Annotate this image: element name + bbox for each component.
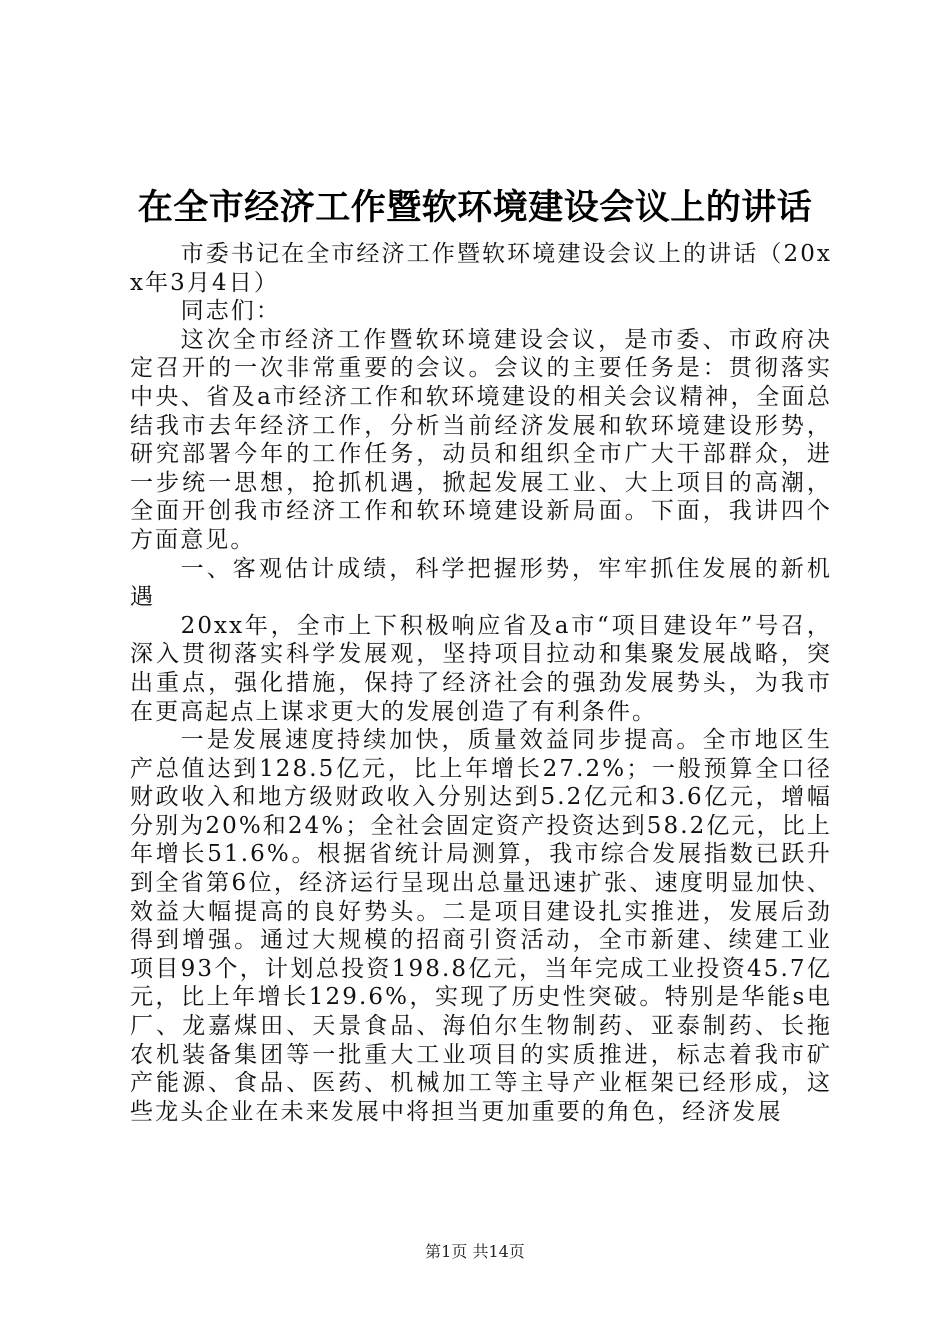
growth-details-paragraph: 一是发展速度持续加快，质量效益同步提高。全市地区生产总值达到128.5亿元，比上年增长27.2%；一般预算全口径财政收入和地方级财政收入分别达到5.2亿元和3.6亿元，增幅分别为20%和24%；全社会固定资产投资达到58.2亿元，比上年增长51.6%。根据省统计局测算，我市综合发展指数已跃升到全省第6位，经济运行呈现出总量迅速扩张、速度明显加快、效益大幅提高的良好势头。二是项目建设扎实推进，发展后劲得到增强。通过大规模的招商引资活动，全市新建、续建工业项目93个，计划总投资198.8亿元，当年完成工业投资45.7亿元，比上年增长129.6%，实现了历史性突破。特别是华能s电厂、龙嘉煤田、天景食品、海伯尔生物制药、亚泰制药、长拖农机装备集团等一批重大工业项目的实质推进，标志着我市矿产能源、食品、医药、机械加工等主导产业框架已经形成，这些龙头企业在未来发展中将担当更加重要的角色，经济发展 — [130, 727, 832, 1125]
document-title: 在全市经济工作暨软环境建设会议上的讲话 — [137, 188, 813, 228]
section-heading-1: 一、客观估计成绩，科学把握形势，牢牢抓住发展的新机遇 — [130, 555, 832, 611]
speech-subtitle-paragraph: 市委书记在全市经济工作暨软环境建设会议上的讲话（20xx年3月4日） — [130, 241, 832, 296]
salutation-paragraph: 同志们： — [180, 298, 281, 325]
document-body — [130, 240, 832, 1126]
page-number-footer: 第1页 共14页 — [425, 1242, 525, 1261]
achievement-summary-paragraph: 20xx年，全市上下积极响应省及a市“项目建设年”号召，深入贯彻落实科学发展观，坚持项目拉动和集聚发展战略，突出重点，强化措施，保持了经济社会的强劲发展势头，为我市在更高起点上谋求更大的发展创造了有利条件。 — [130, 612, 832, 725]
intro-paragraph: 这次全市经济工作暨软环境建设会议，是市委、市政府决定召开的一次非常重要的会议。会议的主要任务是：贯彻落实中央、省及a市经济工作和软环境建设的相关会议精神，全面总结我市去年经济工作，分析当前经济发展和软环境建设形势，研究部署今年的工作任务，动员和组织全市广大干部群众，进一步统一思想，抢抓机遇，掀起发展工业、大上项目的高潮，全面开创我市经济工作和软环境建设新局面。下面，我讲四个方面意见。 — [130, 326, 832, 553]
